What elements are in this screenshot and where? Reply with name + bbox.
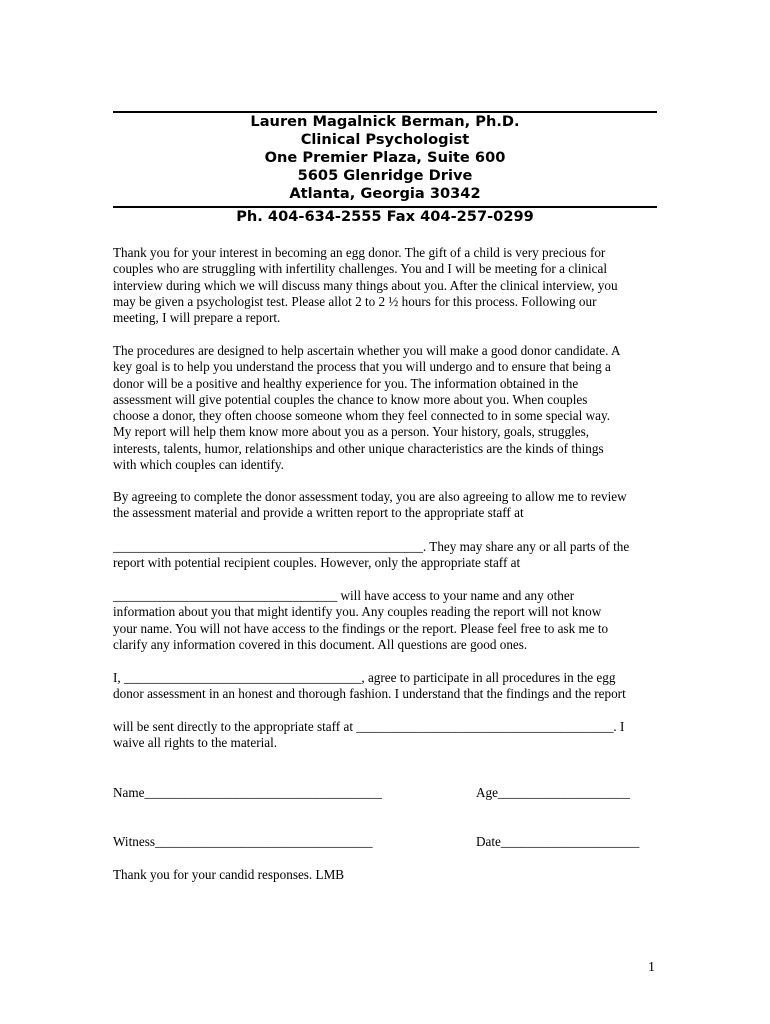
- text-line: assessment will give potential couples the chance to know more about you. When couples: [113, 391, 588, 407]
- text-line: The procedures are designed to help ascertain whether you will make a good donor candidate. A: [113, 343, 621, 358]
- paragraph-intro: [113, 245, 673, 326]
- paragraph-access: [113, 588, 673, 653]
- page-number: 1: [648, 960, 655, 975]
- text-line: report with potential recipient couples. However, only the appropriate staff at: [113, 555, 521, 571]
- fill-in-line-staff-access[interactable]: __________________________________ will have access to your name and any other: [113, 588, 575, 603]
- letterhead: [113, 113, 657, 203]
- letterhead-address1: One Premier Plaza, Suite 600: [264, 149, 506, 166]
- text-line: meeting, I will prepare a report.: [113, 310, 281, 326]
- text-line: waive all rights to the material.: [113, 735, 278, 751]
- text-line: interests, talents, humor, relationships and other unique characteristics are the kinds of things: [113, 440, 604, 456]
- fill-in-line-donor-name[interactable]: I, ____________________________________, agree to participate in all procedures in the egg: [113, 670, 616, 685]
- text-line: By agreeing to complete the donor assessment today, you are also agreeing to allow me to review: [113, 489, 627, 504]
- name-field[interactable]: Name____________________________________: [113, 785, 382, 800]
- date-field[interactable]: Date_____________________: [476, 834, 640, 849]
- text-line: Thank you for your interest in becoming an egg donor. The gift of a child is very precious for: [113, 245, 606, 260]
- letterhead-phone: Ph. 404-634-2555 Fax 404-257-0299: [236, 208, 534, 225]
- letterhead-address2: 5605 Glenridge Drive: [297, 167, 473, 184]
- closing-line: Thank you for your candid responses. LMB: [113, 867, 345, 882]
- text-line: with which couples can identify.: [113, 457, 284, 473]
- fill-in-line-recipient-staff[interactable]: will be sent directly to the appropriate staff at _______________________________________. I: [113, 719, 625, 734]
- text-line: choose a donor, they often choose someone whom they feel connected to in some special way.: [113, 408, 611, 424]
- text-line: clarify any information covered in this document. All questions are good ones.: [113, 636, 528, 652]
- paragraph-staff-share: [113, 539, 673, 572]
- age-field[interactable]: Age____________________: [476, 785, 630, 800]
- text-line: interview during which we will discuss many things about you. After the clinical interview, you: [113, 277, 618, 293]
- paragraph-consent: [113, 670, 673, 703]
- witness-field[interactable]: Witness_________________________________: [113, 834, 373, 849]
- text-line: your name. You will not have access to the findings or the report. Please feel free to ask me to: [113, 620, 609, 636]
- text-line: couples who are struggling with infertility challenges. You and I will be meeting for a clinical: [113, 261, 608, 277]
- text-line: key goal is to help you understand the process that you will undergo and to ensure that being a: [113, 359, 611, 375]
- text-line: donor will be a positive and healthy experience for you. The information obtained in the: [113, 375, 579, 391]
- text-line: My report will help them know more about you as a person. Your history, goals, struggles,: [113, 424, 590, 440]
- text-line: may be given a psychologist test. Please allot 2 to 2 ½ hours for this process. Following our: [113, 293, 597, 309]
- letterhead-name: Lauren Magalnick Berman, Ph.D.: [250, 113, 520, 130]
- paragraph-procedures: [113, 343, 673, 473]
- text-line: the assessment material and provide a written report to the appropriate staff at: [113, 505, 524, 521]
- paragraph-agreement: [113, 489, 673, 522]
- letterhead-city: Atlanta, Georgia 30342: [289, 185, 481, 202]
- fill-in-line-staff[interactable]: _______________________________________________. They may share any or all parts of the: [113, 539, 630, 554]
- paragraph-waiver: [113, 719, 673, 752]
- text-line: donor assessment in an honest and thorough fashion. I understand that the findings and the report: [113, 686, 626, 702]
- letterhead-title: Clinical Psychologist: [300, 131, 470, 148]
- text-line: information about you that might identify you. Any couples reading the report will not know: [113, 604, 602, 620]
